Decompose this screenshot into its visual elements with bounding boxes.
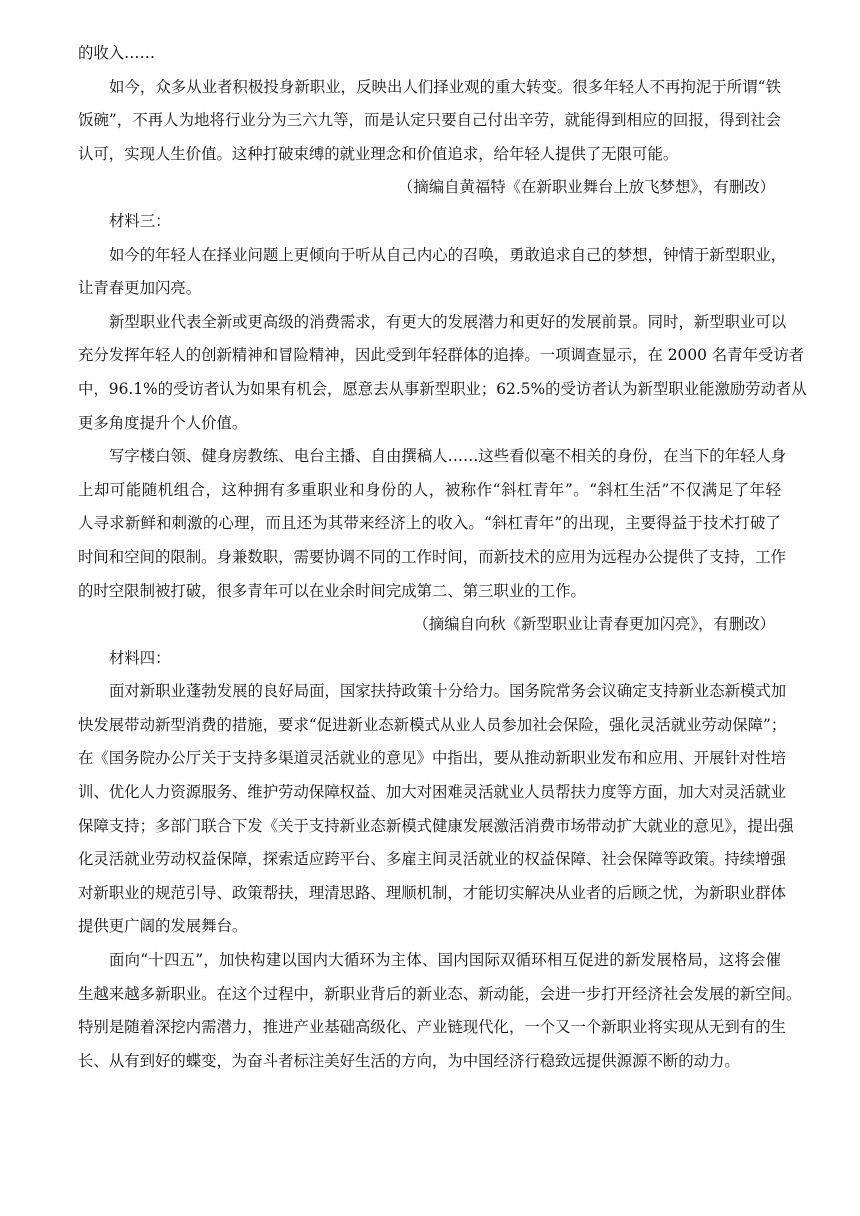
text-line: 训、优化人力资源服务、维护劳动保障权益、加大对困难灵活就业人员帮扶力度等方面，加大对灵活就业 <box>78 783 786 802</box>
text-line: 时间和空间的限制。身兼数职，需要协调不同的工作时间，而新技术的应用为远程办公提供了支持，工作 <box>78 547 786 566</box>
section-heading: 材料四： <box>109 648 171 667</box>
text-line: 面向“十四五”，加快构建以国内大循环为主体、国内国际双循环相互促进的新发展格局，这将会催 <box>109 951 781 970</box>
text-line: 上却可能随机组合，这种拥有多重职业和身份的人，被称作“斜杠青年”。“斜杠生活”不仅满足了年轻 <box>78 480 781 499</box>
text-line: 的收入…… <box>78 44 155 62</box>
text-line: 快发展带动新型消费的措施，要求“促进新业态新模式从业人员参加社会保险，强化灵活就业劳动保障”； <box>78 715 787 734</box>
text-line: 特别是随着深挖内需潜力，推进产业基础高级化、产业链现代化，一个又一个新职业将实现从无到有的生 <box>78 1018 786 1037</box>
section-heading: 材料三： <box>109 211 171 230</box>
text-line: 写字楼白领、健身房教练、电台主播、自由撰稿人……这些看似毫不相关的身份，在当下的年轻人身 <box>109 447 787 466</box>
text-line: 生越来越多新职业。在这个过程中，新职业背后的新业态、新动能，会进一步打开经济社会发展的新空间。 <box>78 984 802 1003</box>
text-line: 如今，众多从业者积极投身新职业，反映出人们择业观的重大转变。很多年轻人不再拘泥于所谓“铁 <box>109 77 781 96</box>
document-page <box>78 37 807 1078</box>
text-line: 中，96.1%的受访者认为如果有机会，愿意去从事新型职业；62.5%的受访者认为新型职业能激励劳动者从 <box>78 379 807 398</box>
text-line: 长、从有到好的蝶变，为奋斗者标注美好生活的方向，为中国经济行稳致远提供源源不断的动力。 <box>78 1051 740 1070</box>
text-line: 让青春更加闪亮。 <box>78 279 202 298</box>
text-line: 提供更广阔的发展舞台。 <box>78 917 248 936</box>
text-line: 的时空限制被打破，很多青年可以在业余时间完成第二、第三职业的工作。 <box>78 581 586 600</box>
text-line: 人寻求新鲜和刺激的心理，而且还为其带来经济上的收入。“斜杠青年”的出现，主要得益于技术打破了 <box>78 514 781 533</box>
text-line: 在《国务院办公厅关于支持多渠道灵活就业的意见》中指出，要从推动新职业发布和应用、开展针对性培 <box>78 749 786 768</box>
text-line: 化灵活就业劳动权益保障，探索适应跨平台、多雇主间灵活就业的权益保障、社会保障等政策。持续增强 <box>78 850 786 869</box>
source-citation: （摘编自黄福特《在新职业舞台上放飞梦想》，有删改） <box>397 178 775 197</box>
text-line: 认可，实现人生价值。这种打破束缚的就业理念和价值追求，给年轻人提供了无限可能。 <box>78 144 679 163</box>
text-line: 新型职业代表全新或更高级的消费需求，有更大的发展潜力和更好的发展前景。同时，新型职业可以 <box>109 312 787 331</box>
source-citation: （摘编自向秋《新型职业让青春更加闪亮》，有删改） <box>413 615 775 634</box>
text-line: 更多角度提升个人价值。 <box>78 413 248 432</box>
text-line: 饭碗”，不再人为地将行业分为三六九等，而是认定只要自己付出辛劳，就能得到相应的回报，得到社会 <box>78 111 781 130</box>
text-line: 充分发挥年轻人的创新精神和冒险精神，因此受到年轻群体的追捧。一项调查显示，在 2000 名青年受访者 <box>78 346 805 365</box>
text-line: 对新职业的规范引导、政策帮扶，理清思路、理顺机制，才能切实解决从业者的后顾之忧，为新职业群体 <box>78 883 786 902</box>
text-line: 面对新职业蓬勃发展的良好局面，国家扶持政策十分给力。国务院常务会议确定支持新业态新模式加 <box>109 682 787 701</box>
text-line: 如今的年轻人在择业问题上更倾向于听从自己内心的召唤，勇敢追求自己的梦想，钟情于新型职业， <box>109 245 787 264</box>
text-line: 保障支持；多部门联合下发《关于支持新业态新模式健康发展激活消费市场带动扩大就业的意见》，提出强 <box>78 816 794 835</box>
